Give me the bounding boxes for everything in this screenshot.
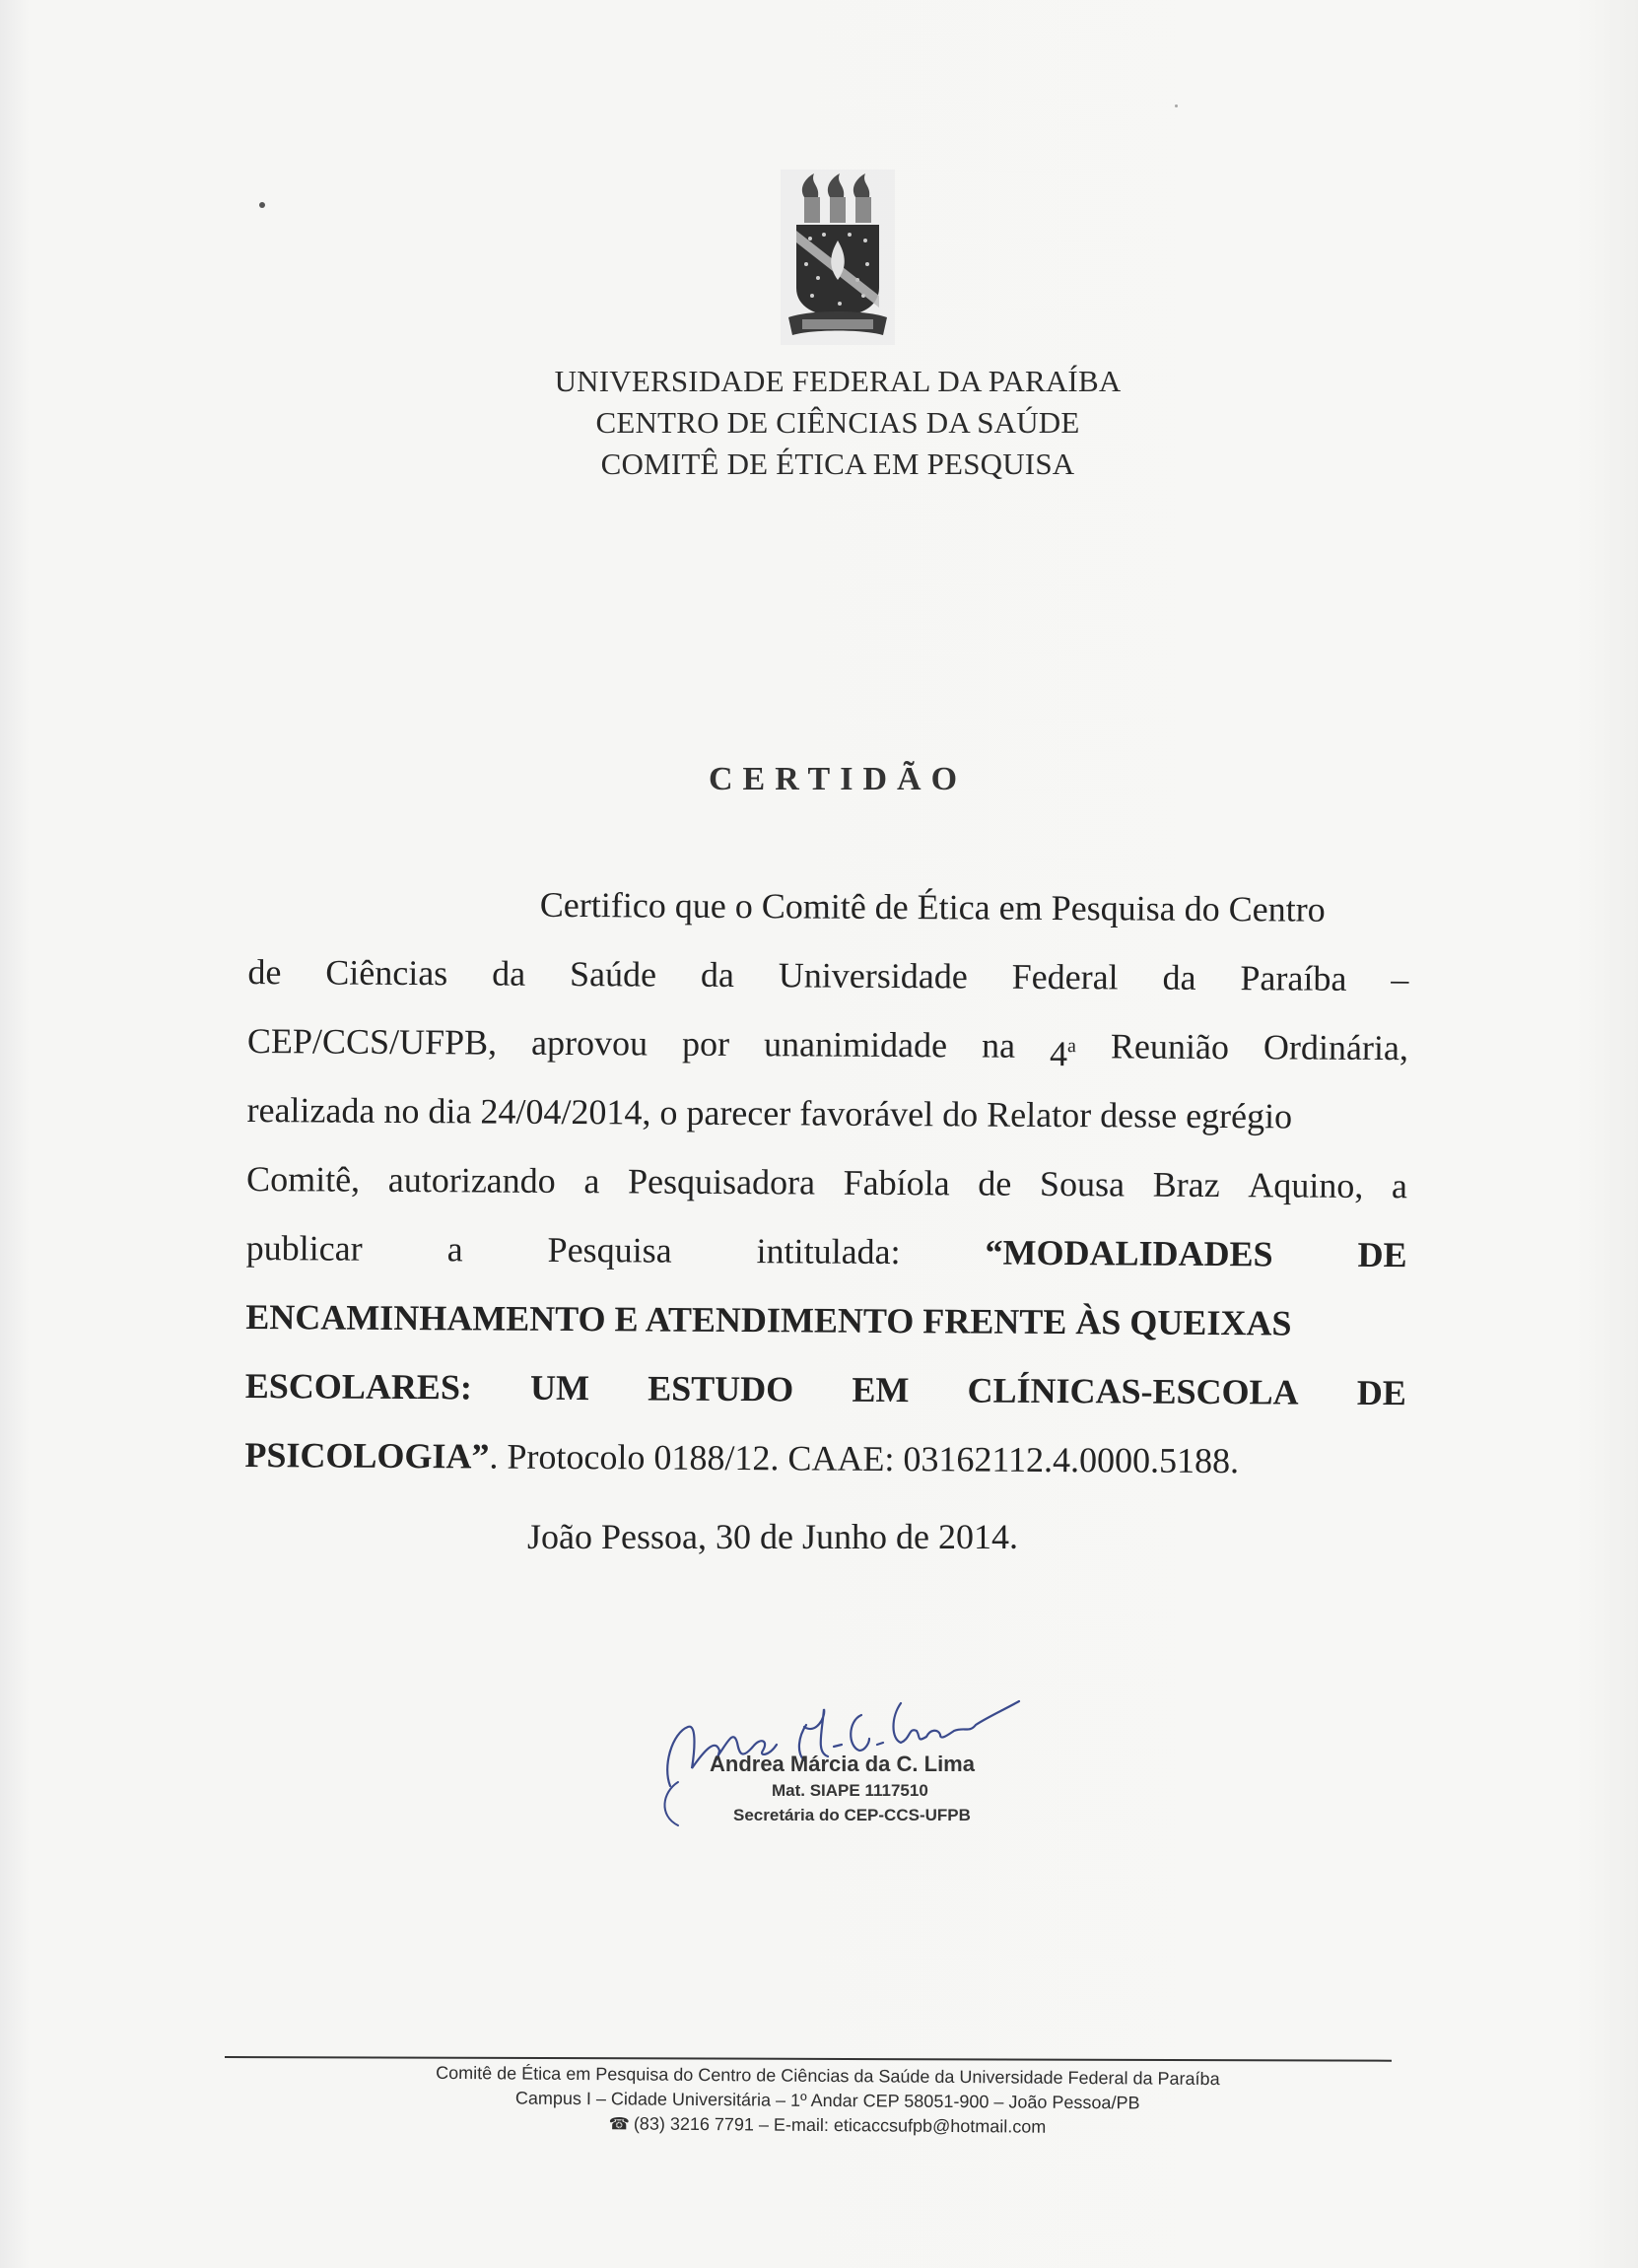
word: Ciências — [325, 952, 448, 994]
body-line — [245, 1360, 1406, 1418]
research-title-word: CLÍNICAS-ESCOLA — [967, 1370, 1299, 1412]
research-title-word: DE — [1357, 1234, 1407, 1275]
word: Federal — [1011, 956, 1119, 997]
word: Aquino, — [1248, 1165, 1364, 1205]
research-title-word: “MODALIDADES — [985, 1232, 1273, 1274]
word: Comitê, — [246, 1158, 361, 1200]
word: a — [446, 1229, 463, 1270]
word: da — [492, 953, 526, 994]
research-title-word: UM — [529, 1367, 590, 1409]
word: Ordinária, — [1263, 1027, 1409, 1068]
word: – — [1391, 959, 1409, 999]
word: unanimidade — [763, 1024, 948, 1065]
body-line — [246, 1222, 1407, 1280]
ordinal-number: 4 — [1049, 1033, 1068, 1074]
footer-committee: Comitê de Ética em Pesquisa do Centro de Ciências da Saúde da Universidade Federal da Paraíba — [436, 2062, 1220, 2090]
certificate-body — [244, 877, 1409, 1505]
word: da — [700, 954, 735, 996]
research-title-text: ENCAMINHAMENTO E ATENDIMENTO FRENTE ÀS QUEIXAS — [245, 1296, 1292, 1343]
place-and-date: João Pessoa, 30 de Junho de 2014. — [527, 1517, 1018, 1556]
committee-name: COMITÊ DE ÉTICA EM PESQUISA — [600, 447, 1075, 481]
word: Pesquisa — [547, 1229, 672, 1271]
research-title-word: EM — [852, 1369, 910, 1410]
university-seal — [781, 170, 895, 345]
footer-address: Campus I – Cidade Universitária – 1º Andar CEP 58051-900 – João Pessoa/PB — [514, 2088, 1140, 2113]
word: autorizando — [387, 1159, 556, 1201]
scan-speck — [1175, 104, 1178, 107]
word: CEP/CCS/UFPB, — [246, 1020, 498, 1063]
body-text: realizada no dia 24/04/2014, o parecer favorável do Relator desse egrégio — [246, 1089, 1293, 1136]
research-title-word: DE — [1356, 1372, 1406, 1413]
signatory-registration-stamp: Mat. SIAPE 1117510 — [772, 1781, 928, 1800]
telephone-icon: ☎ — [608, 2114, 630, 2134]
word: de — [978, 1163, 1012, 1203]
body-line — [247, 946, 1408, 1004]
body-text: Certifico que o Comitê de Ética em Pesquisa do Centro — [539, 884, 1326, 929]
meeting-ordinal — [1049, 1020, 1077, 1074]
research-title-end: PSICOLOGIA” — [244, 1434, 490, 1477]
word: de — [247, 951, 282, 993]
body-line — [246, 1084, 1407, 1142]
center-name: CENTRO DE CIÊNCIAS DA SAÚDE — [595, 405, 1080, 440]
word: por — [681, 1023, 730, 1064]
word: aprovou — [530, 1022, 648, 1064]
word: da — [1162, 957, 1196, 997]
word: intitulada: — [756, 1231, 901, 1272]
protocol-and-caae: . Protocolo 0188/12. CAAE: 03162112.4.0000.5188. — [489, 1436, 1240, 1481]
word: Universidade — [778, 955, 968, 997]
word: a — [583, 1161, 600, 1202]
word: na — [981, 1025, 1016, 1065]
word: Reunião — [1110, 1026, 1230, 1067]
body-line — [247, 1015, 1408, 1073]
word: Braz — [1152, 1164, 1220, 1205]
word: Fabíola — [843, 1162, 950, 1203]
body-line — [244, 1429, 1405, 1487]
research-title-word: ESTUDO — [648, 1368, 794, 1409]
ordinal-superscript: a — [1067, 1035, 1077, 1058]
scan-speck — [259, 202, 265, 208]
research-title-word: ESCOLARES: — [244, 1365, 473, 1408]
document-title: CERTIDÃO — [708, 761, 968, 797]
university-name: UNIVERSIDADE FEDERAL DA PARAÍBA — [554, 364, 1122, 398]
word: Paraíba — [1240, 958, 1347, 998]
body-line — [245, 1291, 1406, 1349]
word: Pesquisadora — [627, 1161, 816, 1203]
body-line — [248, 877, 1409, 935]
footer-phone-email: (83) 3216 7791 – E-mail: eticaccsufpb@hotmail.com — [633, 2113, 1047, 2137]
word: Sousa — [1039, 1163, 1126, 1204]
word: a — [1391, 1166, 1408, 1206]
institution-header — [473, 361, 1202, 485]
body-line — [246, 1153, 1407, 1211]
signatory-name-stamp: Andrea Márcia da C. Lima — [710, 1752, 975, 1776]
university-coat-of-arms-icon — [781, 170, 895, 345]
word: publicar — [245, 1227, 363, 1269]
signatory-role-stamp: Secretária do CEP-CCS-UFPB — [733, 1806, 971, 1824]
signature-block — [658, 1687, 1053, 1855]
footer — [334, 2060, 1321, 2142]
word: Saúde — [569, 953, 657, 995]
